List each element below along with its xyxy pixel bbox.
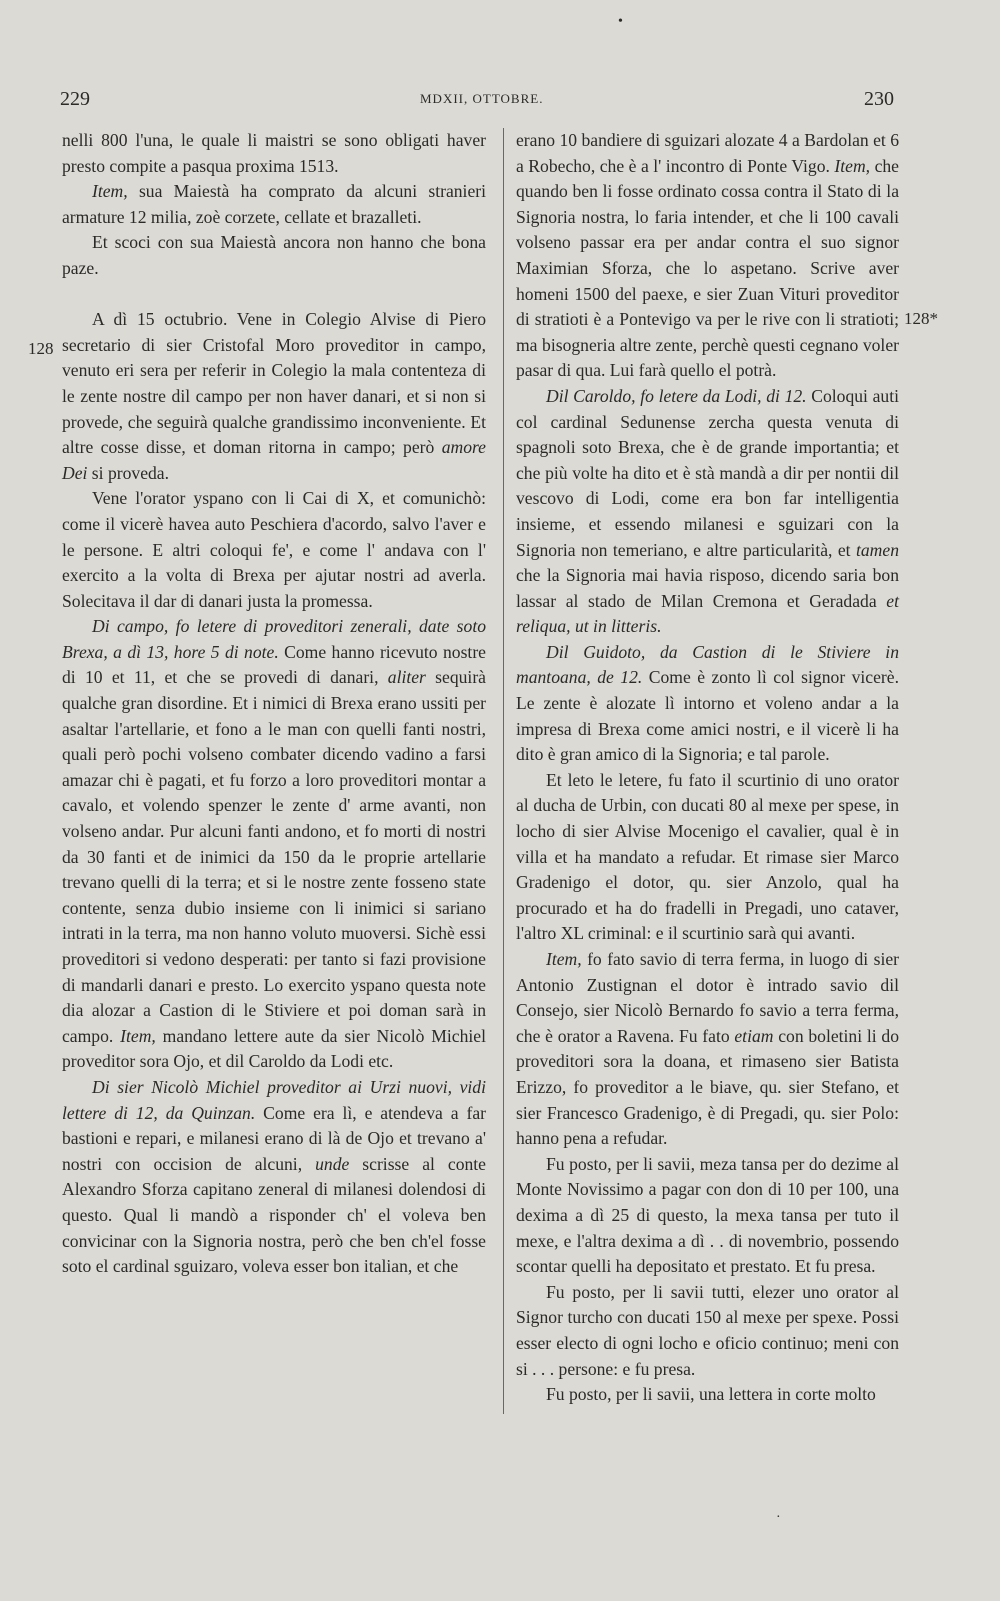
- paragraph: A dì 15 octubrio. Vene in Colegio Alvise di Piero secretario di sier Cristofal Moro proveditor in campo, venuto eri sera per referir in Colegio la mala contenteza di le zente nostre dil campo per non haver danari, et si non si provede, che seguirà qualche grandissimo inconveniente. Et altre cosse disse, et doman ritorna in campo; però amore Dei si proveda.: [62, 309, 486, 483]
- ink-speck: ·: [776, 1510, 781, 1525]
- paragraph: Dil Caroldo, fo letere da Lodi, di 12. Coloqui auti col cardinal Sedunense zercha questa venuta di spagnoli soto Brexa, che è de grande importantia; et che più volte ha dito et è stà mandà a dir per nontii dil vescovo di Lodi, come era bon far intelligentia insieme, et essendo milanesi e sguizari con la Signoria non temeriano, e altre particularità, et tamen che la Signoria mai havia risposo, dicendo saria bon lassar al stado de Milan Cremona et Geradada et reliqua, ut in litteris.: [516, 385, 899, 637]
- page-header: [0, 88, 1000, 118]
- column-divider: [503, 128, 504, 1414]
- page-number-right: 230: [864, 88, 894, 110]
- right-column: [516, 128, 899, 1408]
- paragraph: Di sier Nicolò Michiel proveditor ai Urzi nuovi, vidi lettere di 12, da Quinzan. Come era lì, e atendeva a far bastioni e repari, e milanesi erano di là de Ojo et trevano a' nostri con occision de alcuni, unde scrisse al conte Alexandro Sforza capitano zeneral di milanesi dolendosi di questo. Qual li mandò a risponder ch' el voleva ben convicinar con la Signoria nostra, però che ben ch'el fosse soto el cardinal sguizaro, voleva esser bon italian, et che: [62, 1076, 486, 1277]
- paragraph: Fu posto, per li savii, una lettera in corte molto: [546, 1384, 876, 1405]
- paragraph: Di campo, fo letere di proveditori zenerali, date soto Brexa, a dì 13, hore 5 di note. Come hanno ricevuto nostre di 10 et 11, et che se provedi di danari, aliter sequirà qualche gran disordine. Et i nimici di Brexa erano ussiti per asaltar l'artellarie, et fono a le man con quelli fanti nostri, quali però pochi volseno combater dicendo vadino a farsi amazar chi è pagati, et fu forzo a loro proveditori montar a cavalo, et volendo spenzer le zente d' arme avanti, non volseno andar. Pur alcuni fanti andono, et fo morti di nostri da 30 fanti et de inimici da 150 da le proprie artellarie trevano quelli di la terra; et si le nostre zente fosseno state contente, senza dubio insieme con li inimici si sariano intrati in la terra, ma non hanno voluto muoversi. Sichè essi proveditori si vedono desperati: per tanto si fazi provisione di mandarli danari e presto. Lo exercito yspano questa note dia alozar a Castion di le Stiviere et poi doman sarà in campo. Item, mandano lettere aute da sier Nicolò Michiel proveditor sora Ojo, et dil Caroldo da Lodi etc.: [62, 616, 486, 1072]
- paragraph: Vene l'orator yspano con li Cai di X, et comunichò: come il vicerè havea auto Peschiera d'acordo, salvo l'aver e le persone. E altri coloqui fe', e come l' andava con l' exercito a la volta di Brexa per ajutar nostri ad averla. Solecitava il dar di danari justa la promessa.: [62, 488, 486, 611]
- paragraph: erano 10 bandiere di sguizari alozate 4 a Bardolan et 6 a Robecho, che è a l' incontro di Ponte Vigo. Item, che quando ben li fosse ordinato cossa contra il Stato di la Signoria nostra, lo faria intender, et che li 100 cavali volseno passar era per andar contra el suo signor Maximian Sforza, che lo aspetano. Scrive aver homeni 1500 del paexe, e sier Zuan Vituri proveditor di stratioti è a Pontevigo va per le rive con li stratioti; ma bisogneria altre zente, perchè questi cegnano voler pasar di qua. Lui farà quello el potrà.: [516, 130, 899, 381]
- margin-note-right: 128*: [904, 309, 938, 328]
- paragraph: nelli 800 l'una, le quale li maistri se sono obligati haver presto compite a pasqua proxima 1513.: [62, 130, 486, 176]
- paragraph: Et scoci con sua Maiestà ancora non hanno che bona paze.: [62, 232, 486, 278]
- paragraph: Fu posto, per li savii, meza tansa per do dezime al Monte Novissimo a pagar con don di 10 per 100, una dexima a dì 25 di questo, la mexa tansa per tuto il mexe, e l'altra dexima a dì . . di novembrio, possendo scontar quelli ha depositato et prestato. Et fu presa.: [516, 1153, 899, 1277]
- paragraph: Item, fo fato savio di terra ferma, in luogo di sier Antonio Zustignan el dotor è intrado savio dil Consejo, sier Nicolò Bernardo fo savio a terra ferma, che è orator a Ravena. Fu fato etiam con boletini li do proveditori sora la doana, et rimaseno sier Batista Erizzo, fo proveditor a le biave, qu. sier Stefano, et sier Francesco Gradenigo, è di Pregadi, qu. sier Polo: hanno pena a refudar.: [516, 949, 899, 1149]
- left-column: [62, 128, 486, 1280]
- running-title: MDXII, OTTOBRE.: [420, 91, 544, 106]
- paragraph: Fu posto, per li savii tutti, elezer uno orator al Signor turcho con ducati 150 al mexe per spexe. Possi esser electo di ogni locho e oficio continuo; meni con si . . . persone: e fu presa.: [516, 1281, 899, 1379]
- paragraph: Dil Guidoto, da Castion di le Stiviere in mantoana, de 12. Come è zonto lì col signor vicerè. Le zente è alozate lì intorno et voleno andar a la impresa di Brexa come amici nostri, e il vicerè li ha dito è gran amico di la Signoria; e tal parole.: [516, 641, 899, 765]
- page-number-left: 229: [60, 88, 90, 110]
- ink-speck: •: [618, 14, 623, 29]
- paragraph: Item, sua Maiestà ha comprato da alcuni stranieri armature 12 milia, zoè corzete, cellate et brazalleti.: [62, 181, 486, 227]
- margin-note-left: 128: [28, 339, 54, 358]
- paragraph: Et leto le letere, fu fato il scurtinio di uno orator al ducha de Urbin, con ducati 80 al mexe per spese, in locho di sier Alvise Mocenigo el cavalier, qual è in villa et ha mandato a refudar. Et rimase sier Marco Gradenigo el dotor, qu. sier Anzolo, qual ha procurado et ha do fradelli in Pregadi, uno cataver, l'altro XL criminal: e il scurtinio sarà qui avanti.: [516, 769, 899, 944]
